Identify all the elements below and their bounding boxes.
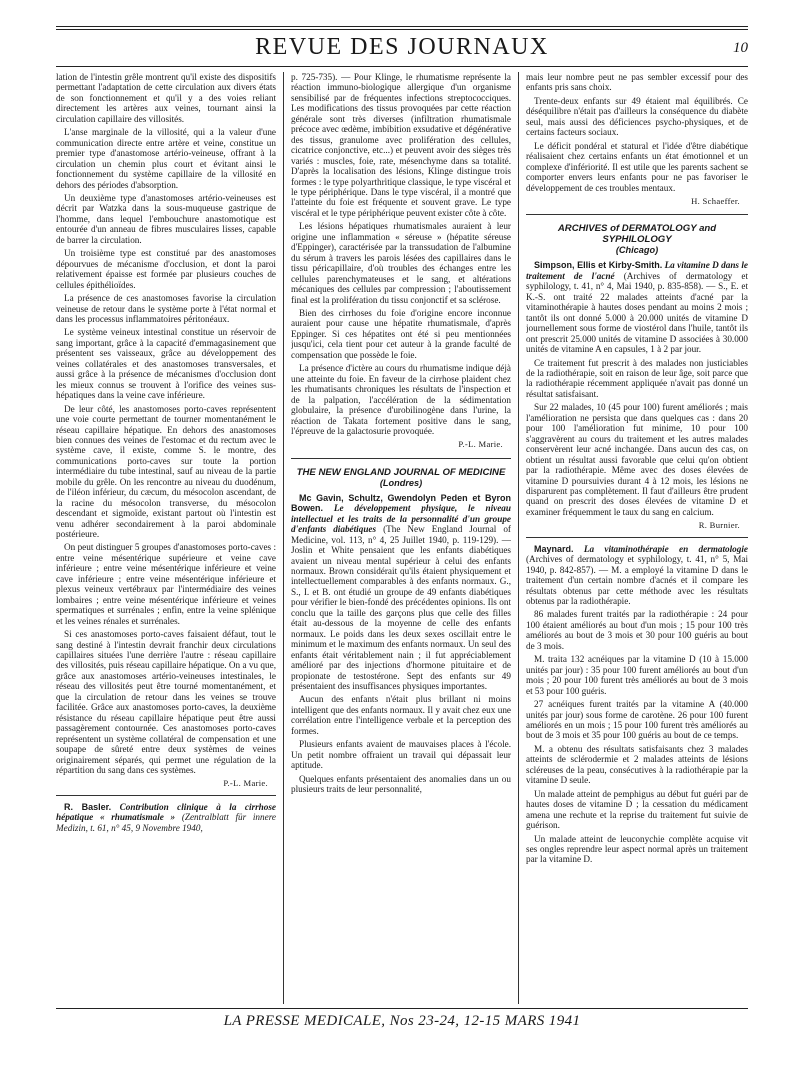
article-title: La vitamine D dans le traitement de l'acné (526, 260, 748, 281)
header-rule (56, 66, 748, 67)
paragraph: M. traita 132 acnéiques par la vitamine D (10 à 15.000 unités par jour) : 35 pour 100 furent améliorés au bout d'un mois ; 20 pour 100 furent très améliorés au bout de 3 mois et 53 pour 100 guéris. (526, 654, 748, 696)
article-entry (526, 260, 748, 354)
article-body: (Archives of dermatology et syphilology, t. 41, n° 5, Mai 1940, p. 842-857). — M. a employé la vitamine D dans le traitement d'un certain nombre d'acnés et il compare les résultats obtenus par cette méthode avec les résultats obtenus par la radiothérapie. (526, 554, 748, 607)
columns (56, 72, 748, 1007)
journal-city: (Londres) (379, 477, 423, 488)
column-2 (291, 72, 511, 1007)
paragraph: 86 malades furent traités par la radiothérapie : 24 pour 100 étaient améliorés au bout d'un mois ; 15 pour 100 très améliorés au bout de 3 mois et 30 pour 100 guéris au bout de 3 mois. (526, 609, 748, 651)
paragraph: Quelques enfants présentaient des anomalies dans un ou plusieurs traits de leur personnalité, (291, 773, 511, 795)
journal-section-heading (291, 458, 511, 489)
author-signature: P.-L. Marie. (223, 778, 268, 789)
article-title: La vitaminothérapie en dermatologie (583, 543, 748, 554)
article-title: Contribution clinique à la cirrhose hépatique « rhumatismale » (56, 801, 276, 823)
paragraph: Un malade atteint de leuconychie complète acquise vit ses ongles reprendre leur aspect normal après un traitement par la vitamine D. (526, 833, 748, 865)
paragraph: Sur 22 malades, 10 (45 pour 100) furent améliorés ; mais l'amélioration ne persista que dans quelques cas : dans 20 pour 100 l'amélioration fut minime, 10 pour 100 s'aggravèrent au cours du traitement et les autres malades conservèrent leur acné inchangée. Dans aucun des cas, on obtient un résultat aussi favorable que celui qu'on obtient par la radiothérapie. Même avec des doses élevées de vitamine D poursuivies durant 4 à 12 mois, les lésions ne disparurent pas complètement. Il faut d'ailleurs être prudent quand on prescrit des doses élevées de vitamine D et examiner fréquemment le taux du sang en calcium. (526, 402, 748, 517)
paragraph: Si ces anastomoses porto-caves faisaient défaut, tout le sang destiné à l'intestin devrait franchir deux circulations capillaires situées l'une derrière l'autre : réseau capillaire des villosités, puis réseau capillaire hépatique. On a vu que, grâce aux anastomoses artério-veineuses intestinales, le réseau des villosités peut être tourné momentanément, et que la circulation de retour dans les veines se trouve facilitée. Grâce aux anastomoses porto-caves, la deuxième résistance du réseau capillaire hépatique peut être aussi passagèrement contournée. Ces anastomoses porto-caves représentent un système collatéral de compensation et une soupape de sûreté entre deux systèmes de veines originairement séparés, qui permet une régulation de la répartition du sang dans ces systèmes. (56, 629, 276, 775)
paragraph: Le déficit pondéral et statural et l'idée d'être diabétique réalisaient chez certains enfants un état émotionnel et un complexe d'infériorité. Il est utile que les parents sachent se comporter envers leurs enfants pour ne pas favoriser le développement de ces troubles mentaux. (526, 140, 748, 193)
author-signature: P.-L. Marie. (458, 439, 503, 450)
author-signature: H. Schaeffer. (691, 195, 740, 206)
article-entry (56, 802, 276, 833)
article-authors: Mc Gavin, Schultz, Gwendolyn Peden et Byron Bowen. (291, 492, 511, 514)
top-rule-2 (56, 29, 748, 30)
paragraph: mais leur nombre peut ne pas sembler excessif pour des enfants pris sans choix. (526, 72, 748, 93)
top-rule (56, 26, 748, 27)
column-3 (526, 72, 748, 1007)
paragraph: L'anse marginale de la villosité, qui a la valeur d'une communication directe entre artère et veine, constitue un premier type d'anastomose artério-veineuse, offrant à la circulation un chemin plus court et évitant ainsi le fonctionnement du système capillaire de la villosité en dehors des périodes d'absorption. (56, 127, 276, 190)
article-divider (526, 537, 748, 538)
column-1 (56, 72, 276, 1007)
paragraph: De leur côté, les anastomoses porto-caves représentent une voie courte permettant de tourner momentanément le réseau capillaire hépatique. En dehors des anastomoses bien connues des veines de l'estomac et du rectum avec le système cave, il existe, comme S. le montre, des communications porto-caves sur toute la portion intermédiaire du tube intestinal, sauf au niveau de la partie mobile du grêle. On les rencontre au niveau du duodénum, de l'iléon inférieur, du cæcum, du mésocolon ascendant, de la racine du mésocolon transverse, du mésocolon descendant et sigmoïde, existant partout où l'intestin est venu adhérer secondairement à la paroi abdominale postérieure. (56, 403, 276, 540)
paragraph: La présence de ces anastomoses favorise la circulation veineuse de retour dans le système porte à l'état normal et dans les processus inflammatoires péritonéaux. (56, 293, 276, 324)
journal-city: (Chicago) (615, 245, 659, 256)
page-number: 10 (733, 40, 748, 56)
footer-citation: LA PRESSE MEDICALE, Nos 23-24, 12-15 MARS 1941 (223, 1013, 581, 1029)
paragraph: lation de l'intestin grêle montrent qu'il existe des dispositifs permettant l'adaptation de cette circulation aux divers états de son fonctionnement et qu'il y a des voies reliant directement les artères aux veines, tournant ainsi la circulation capillaire des villosités. (56, 72, 276, 124)
journal-name: THE NEW ENGLAND JOURNAL OF MEDICINE (296, 466, 506, 478)
masthead (56, 32, 748, 66)
author-signature: R. Burnier. (698, 520, 740, 531)
journal-name: ARCHIVES of DERMATOLOGY and SYPHILOLOGY (557, 223, 717, 246)
paragraph: Aucun des enfants n'était plus brillant ni moins intelligent que des enfants normaux. Il y avait chez eux une corrélation entre l'intelligence verbale et la perception des formes. (291, 694, 511, 736)
journal-section-heading (526, 214, 748, 256)
page-title: REVUE DES JOURNAUX (255, 34, 549, 60)
paragraph: Plusieurs enfants avaient de mauvaises places à l'école. Un petit nombre offraient un travail qui dépassait leur aptitude. (291, 739, 511, 771)
paragraph: Le système veineux intestinal constitue un réservoir de sang important, grâce à la capacité d'emmagasinement que présentent ses vaisseaux, grâce au développement des veines collatérales et des anastomoses transversales, et aussi grâce à la présence de mécanismes d'occlusion dont les mieux connus se trouvent à l'orifice des veines sus-hépatiques dans la veine cave inférieure. (56, 327, 276, 401)
article-body: (The New England Journal of Medicine, vol. 113, n° 4, 25 Juillet 1940, p. 119-129). — Joslin et White pensaient que les enfants diabétiques avaient un niveau mental supérieur à celui des enfants normaux. Brown considérait qu'ils étaient physiquement et intellectuellement comparables à des enfants normaux. G., S., I. et B. ont étudié un groupe de 49 enfants diabétiques pour vérifier le bien-fondé des précédentes opinions. Ils ont conclu que la taille des garçons plus que celle des filles était au-dessous de la moyenne de celle des enfants normaux. Le poids dans les deux sexes oscillait entre le minimum et le maximum des enfants normaux. Un seul des enfants était véritablement nain ; il fut appréciablement amélioré par des injections d'hormone pituitaire et de propionate de testostérone. Sept des enfants sur 49 présentaient des insuffisances physiques importantes. (291, 524, 511, 692)
paragraph: M. a obtenu des résultats satisfaisants chez 3 malades atteints de sclérodermie et 2 malades atteints de lésions scléreuses de la peau, consécutives à la radiothérapie par la vitamine D seule. (526, 743, 748, 786)
article-entry (291, 493, 511, 692)
paragraph: Un deuxième type d'anastomoses artério-veineuses est décrit par Watzka dans la sous-muqueuse gastrique de l'homme, dans lequel l'embouchure anastomotique est entourée d'un anneau de fibres musculaires lisses, capable de barrer la circulation. (56, 192, 276, 245)
article-authors: R. Basler. (64, 801, 112, 812)
article-divider (56, 795, 276, 796)
paragraph: Les lésions hépatiques rhumatismales auraient à leur origine une inflammation « séreuse » (hépatite séreuse d'Eppinger), caractérisée par la transsudation de l'albumine du sérum à travers les parois lésées des capillaires dans le tissu péricapillaire, d'où troubles des échanges entre les cellules parenchymateuses et le sang, et altérations mécaniques des cellules par compression ; l'aboutissement final est la prolifération du tissu conjonctif et sa sclérose. (291, 221, 511, 305)
paragraph: Ce traitement fut prescrit à des malades non justiciables de la radiothérapie, soit en raison de leur âge, soit parce que la radiothérapie récemment appliquée n'avait pas donné un résultat satisfaisant. (526, 357, 748, 399)
paragraph: Trente-deux enfants sur 49 étaient mal équilibrés. Ce déséquilibre n'était pas d'ailleurs la conséquence du diabète seul, mais aussi des déficiences psycho-physiques, et de certains facteurs sociaux. (526, 95, 748, 138)
paragraph: On peut distinguer 5 groupes d'anastomoses porto-caves : entre veine mésentérique supérieure et veine cave inférieure ; entre veine mésentérique inférieure et veine cave inférieure ; entre veine mésentérique inférieure et plexus veineux vertébraux par l'intermédiaire des veines lombaires ; entre veine mésentérique inférieure et veines spermatiques et surrénales ; enfin, entre la veine splénique et les veines rénales et surrénales. (56, 542, 276, 626)
article-body: (Archives of dermatology et syphilology, t. 41, n° 4, Mai 1940, p. 835-858). — S., E. et K.-S. ont traité 22 malades atteints d'acné par la vitaminothérapie à hautes doses pendant au moins 2 mois ; tantôt ils ont donné 5.000 à 20.000 unités de vitamine D journellement sous forme de viostérol dans l'huile, tantôt ils ont prescrit 25.000 unités de vitamine D associées à 30.000 unités de vitamine A en capsules, 1 à 2 par jour. (526, 270, 748, 355)
paragraph: p. 725-735). — Pour Klinge, le rhumatisme représente la réaction immuno-biologique allergique d'un organisme sensibilisé par de fréquentes infections streptococciques. Les modifications des tissus provoquées par cette réaction générale sont très diverses (infiltration rhumatismale précoce avec œdème, imbibition exsudative et dégénérative des tissus, granulome avec prolifération des cellules, cicatrice conjonctive, etc...) et peuvent avoir des sièges très variés : muscles, foie, rate, mésenchyme dans sa totalité. D'après la localisation des lésions, Klinge distingue trois formes : le type polyarthritique classique, le type viscéral et le type périphérique. Dans le type viscéral, il a montré que l'atteinte du foie est fréquente et souvent grave. Le type viscéral et le type périphérique peuvent exister côte à côte. (291, 72, 511, 218)
article-title: Le développement physique, le niveau intellectuel et les traits de la personnalité d'un groupe d'enfants diabétiques (291, 503, 511, 535)
paragraph: La présence d'ictère au cours du rhumatisme indique déjà une atteinte du foie. En faveur de la cirrhose plaident chez les rhumatisants chroniques les résultats de l'inspection et de la palpation, l'accélération de la sédimentation globulaire, la présence d'urobilinogène dans l'urine, la réaction de Takata fortement positive dans le sang, l'épreuve de la galactosurie provoquée. (291, 363, 511, 436)
paragraph: Un malade atteint de pemphigus au début fut guéri par de hautes doses de vitamine D ; la cessation du médicament amena une rechute et la reprise du traitement fut suivie de guérison. (526, 788, 748, 831)
article-entry (526, 544, 748, 607)
paragraph: 27 acnéiques furent traités par la vitamine A (40.000 unités par jour) sous forme de carotène. 26 pour 100 furent améliorés en un mois ; 15 pour 100 furent très améliorés au bout de 3 mois et 35 pour 100 guéris au bout de ce temps. (526, 699, 748, 741)
article-reference: (Zentralblatt für innere Medizin, t. 61, n° 45, 9 Novembre 1940, (56, 812, 276, 833)
paragraph: Un troisième type est constitué par des anastomoses dépourvues de mécanisme d'occlusion, et dont la paroi relativement épaisse est formée par plusieurs couches de cellules épithélioïdes. (56, 248, 276, 290)
paragraph: Bien des cirrhoses du foie d'origine encore inconnue auraient pour cause une hépatite rhumatismale, d'après Eppinger. Si ces hépatites ont été si peu mentionnées jusqu'ici, cela tient pour cet auteur à la grande faculté de compensation que possède le foie. (291, 307, 511, 360)
article-authors: Maynard. (534, 543, 574, 554)
article-authors: Simpson, Ellis et Kirby-Smith. (534, 260, 663, 271)
footer-rule (56, 1008, 748, 1009)
